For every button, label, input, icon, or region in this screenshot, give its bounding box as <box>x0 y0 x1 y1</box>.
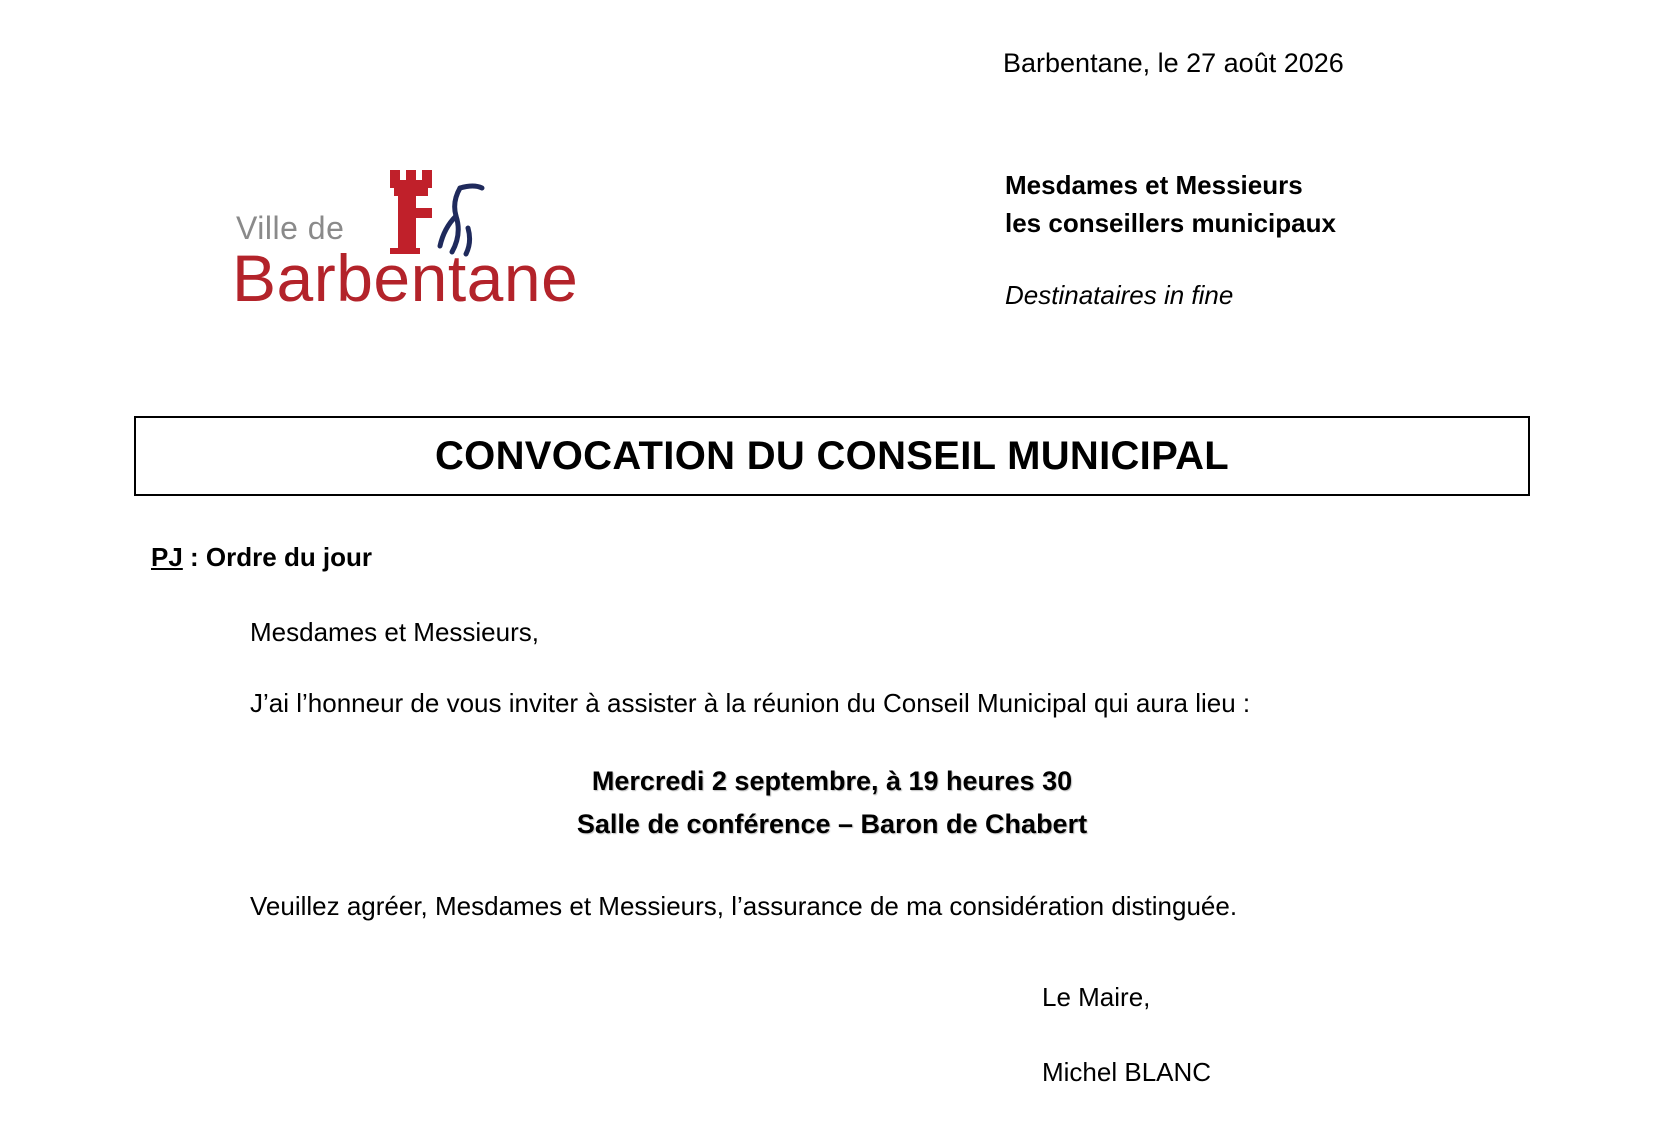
document-date: Barbentane, le 27 août 2026 <box>1003 48 1344 78</box>
meeting-date-time: Mercredi 2 septembre, à 19 heures 30 <box>591 766 1073 796</box>
document-title: CONVOCATION DU CONSEIL MUNICIPAL <box>434 433 1230 478</box>
recipients-note: Destinataires in fine <box>1005 280 1234 310</box>
logo-text-barbentane: Barbentane <box>232 241 579 315</box>
closing-formula: Veuillez agréer, Mesdames et Messieurs, l’assurance de ma considération distinguée. <box>250 891 1238 921</box>
attachment-text: Ordre du jour <box>205 542 373 572</box>
meeting-location: Salle de conférence – Baron de Chabert <box>576 809 1088 839</box>
signature-role: Le Maire, <box>1042 982 1151 1012</box>
title-box <box>134 416 1530 496</box>
salutation: Mesdames et Messieurs, <box>250 617 539 647</box>
invitation-text: J’ai l’honneur de vous inviter à assister à la réunion du Conseil Municipal qui aura lieu : <box>250 688 1251 718</box>
attachment-separator: : <box>182 542 206 572</box>
meeting-details <box>134 760 1530 846</box>
recipients-line-1: Mesdames et Messieurs <box>1005 170 1303 200</box>
recipients-block <box>1005 166 1336 242</box>
recipients-line-2: les conseillers municipaux <box>1005 208 1336 238</box>
logo-text-ville-de: Ville de <box>236 210 345 246</box>
attachment-line <box>151 542 372 573</box>
attachment-label: PJ <box>151 542 183 572</box>
signature-name: Michel BLANC <box>1042 1057 1212 1087</box>
town-logo <box>232 168 652 318</box>
